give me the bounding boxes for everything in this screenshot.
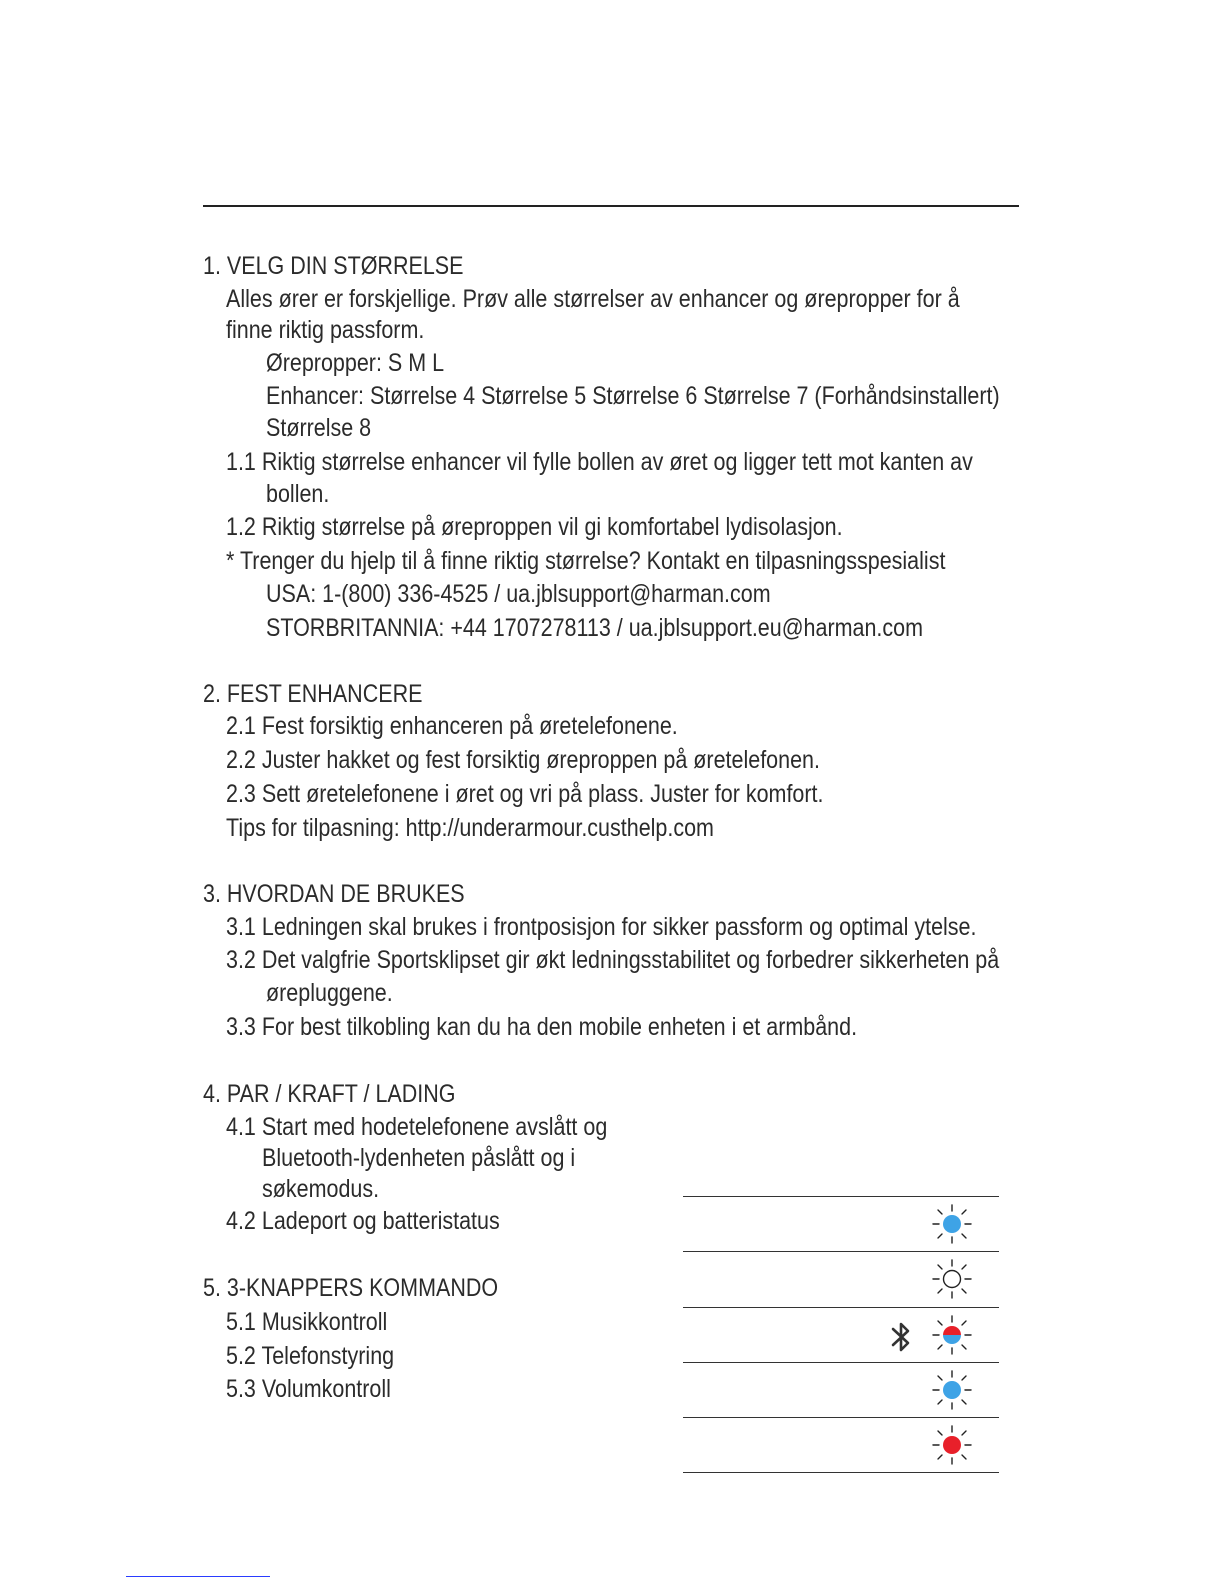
section-3-line: 3.2 Det valgfrie Sportsklipset gir økt ledningsstabilitet og forbedrer sikkerheten på xyxy=(226,946,1000,974)
status-row-divider xyxy=(683,1362,999,1363)
section-5-line: 5.1 Musikkontroll xyxy=(226,1308,388,1336)
section-1-line: 1.1 Riktig størrelse enhancer vil fylle bollen av øret og ligger tett mot kanten av xyxy=(226,448,973,476)
section-3-line: 3.3 For best tilkobling kan du ha den mobile enheten i et armbånd. xyxy=(226,1013,858,1041)
section-2-heading: 2. FEST ENHANCERE xyxy=(203,680,423,708)
led-indicator-icon xyxy=(932,1425,972,1465)
status-row-divider xyxy=(683,1307,999,1308)
status-row-divider xyxy=(683,1196,999,1197)
section-1-line: Alles ører er forskjellige. Prøv alle størrelser av enhancer og ørepropper for å xyxy=(226,285,960,313)
support-contact-uk: STORBRITANNIA: +44 1707278113 / ua.jblsupport.eu@harman.com xyxy=(266,614,924,642)
led-indicator-icon xyxy=(932,1259,972,1299)
led-indicator-icon xyxy=(932,1370,972,1410)
section-3-line: ørepluggene. xyxy=(266,979,393,1007)
section-1-line: 1.2 Riktig størrelse på øreproppen vil gi komfortabel lydisolasjon. xyxy=(226,513,843,541)
section-4-line: Bluetooth-lydenheten påslått og i xyxy=(262,1144,576,1172)
section-3-heading: 3. HVORDAN DE BRUKES xyxy=(203,880,465,908)
section-4-line: 4.2 Ladeport og batteristatus xyxy=(226,1207,500,1235)
section-1-heading: 1. VELG DIN STØRRELSE xyxy=(203,252,464,280)
status-row-divider xyxy=(683,1251,999,1252)
footer-link-underline xyxy=(126,1576,270,1577)
section-2-line: 2.1 Fest forsiktig enhanceren på øretelefonene. xyxy=(226,712,678,740)
section-4-heading: 4. PAR / KRAFT / LADING xyxy=(203,1080,456,1108)
section-1-line: bollen. xyxy=(266,480,330,508)
section-1-line: finne riktig passform. xyxy=(226,316,425,344)
section-4-line: søkemodus. xyxy=(262,1175,380,1203)
section-2-line: 2.3 Sett øretelefonene i øret og vri på plass. Juster for komfort. xyxy=(226,780,824,808)
fit-tips-line: Tips for tilpasning: http://underarmour.custhelp.com xyxy=(226,814,714,842)
section-5-line: 5.3 Volumkontroll xyxy=(226,1375,391,1403)
led-indicator-icon xyxy=(932,1204,972,1244)
section-1-line: Ørepropper: S M L xyxy=(266,349,445,377)
section-2-line: 2.2 Juster hakket og fest forsiktig øreproppen på øretelefonen. xyxy=(226,746,820,774)
section-5-heading: 5. 3-KNAPPERS KOMMANDO xyxy=(203,1274,499,1302)
support-contact-usa: USA: 1-(800) 336-4525 / ua.jblsupport@harman.com xyxy=(266,580,771,608)
top-divider xyxy=(203,205,1019,207)
led-indicator-icon xyxy=(932,1315,972,1355)
section-1-line: Enhancer: Størrelse 4 Størrelse 5 Størrelse 6 Størrelse 7 (Forhåndsinstallert) xyxy=(266,382,1000,410)
section-5-line: 5.2 Telefonstyring xyxy=(226,1342,395,1370)
section-3-line: 3.1 Ledningen skal brukes i frontposisjon for sikker passform og optimal ytelse. xyxy=(226,913,977,941)
status-row-divider xyxy=(683,1417,999,1418)
section-1-line: Størrelse 8 xyxy=(266,414,372,442)
bluetooth-icon xyxy=(888,1319,914,1355)
section-4-line: 4.1 Start med hodetelefonene avslått og xyxy=(226,1113,608,1141)
status-row-divider xyxy=(683,1472,999,1473)
section-1-line: * Trenger du hjelp til å finne riktig størrelse? Kontakt en tilpasningsspesialist xyxy=(226,547,946,575)
